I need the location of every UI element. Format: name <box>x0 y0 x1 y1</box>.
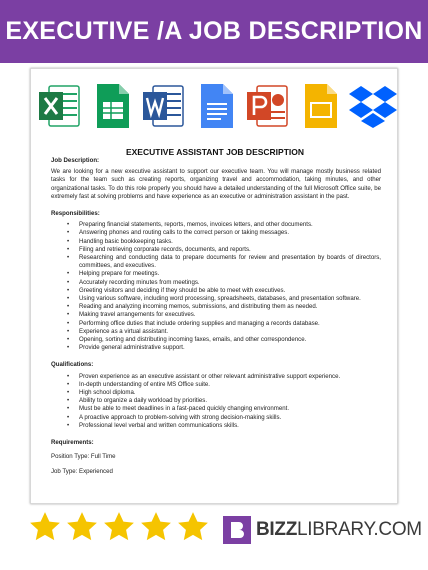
list-item: • Greeting visitors and deciding if they should be able to meet with executives. <box>73 287 381 295</box>
list-item: • Filing and retrieving corporate records, documents, and reports. <box>73 246 381 254</box>
document-title: EXECUTIVE ASSISTANT JOB DESCRIPTION <box>125 147 305 157</box>
responsibilities-heading: Responsibilities: <box>51 210 100 218</box>
app-icons-row <box>37 77 393 135</box>
list-item: • Accurately recording minutes from meetings. <box>73 279 381 287</box>
docs-icon <box>193 82 237 130</box>
list-item: • High school diploma. <box>73 389 381 397</box>
bizzlibrary-logo[interactable] <box>222 514 422 546</box>
excel-icon <box>37 82 81 130</box>
star-icon <box>102 510 136 544</box>
powerpoint-icon <box>245 82 289 130</box>
list-item: • A proactive approach to problem-solving with strong decision-making skills. <box>73 414 381 422</box>
list-item: • Helping prepare for meetings. <box>73 270 381 278</box>
list-item: • Answering phones and routing calls to the correct person or taking messages. <box>73 229 381 237</box>
list-item: • Reading and analyzing incoming memos, submissions, and distributing them as needed. <box>73 303 381 311</box>
slides-icon <box>297 82 341 130</box>
requirements-heading: Requirements: <box>51 439 94 447</box>
list-item: • Ability to organize a daily workload by priorities. <box>73 397 381 405</box>
star-icon <box>65 510 99 544</box>
list-item: • Using various software, including word processing, spreadsheets, databases, and presentation software. <box>73 295 381 303</box>
list-item: • Provide general administrative support. <box>73 344 381 352</box>
position-type: Position Type: Full Time <box>51 453 116 461</box>
document-body <box>51 157 381 476</box>
brand-name: BIZZLIBRARY.COM <box>256 519 422 540</box>
list-item: • Opening, sorting and distributing incoming faxes, emails, and other correspondence. <box>73 336 381 344</box>
dropbox-icon <box>349 82 393 130</box>
job-description-text: We are looking for a new executive assistant to support our executive team. You will manage mostly business related tasks for the team such as creating reports, organizing travel and accommodation, taking minutes, and other organizational tasks. To do this role properly you should have a detailed understanding of the full Microsoft Office suite, be extremely fast at solving problems and have experience as an executive or administration assistant in the past. <box>51 168 381 200</box>
document-preview[interactable] <box>30 68 398 504</box>
word-icon <box>141 82 185 130</box>
list-item: • Performing office duties that include ordering supplies and managing a records database. <box>73 320 381 328</box>
list-item: • Preparing financial statements, reports, memos, invoices letters, and other documents. <box>73 221 381 229</box>
star-icon <box>28 510 62 544</box>
star-icon <box>176 510 210 544</box>
list-item: • Experience as a virtual assistant. <box>73 328 381 336</box>
star-rating <box>28 510 210 544</box>
list-item: • Professional level verbal and written communications skills. <box>73 422 381 430</box>
sheets-icon <box>89 82 133 130</box>
bizzlibrary-icon <box>222 514 252 546</box>
job-description-heading: Job Description: <box>51 157 100 164</box>
header-banner <box>0 0 428 63</box>
list-item: • Handling basic bookkeeping tasks. <box>73 238 381 246</box>
qualifications-heading: Qualifications: <box>51 361 94 369</box>
list-item: • In-depth understanding of entire MS Office suite. <box>73 381 381 389</box>
qualifications-list <box>51 373 381 430</box>
job-type: Job Type: Experienced <box>51 467 113 475</box>
list-item: • Must be able to meet deadlines in a fast-paced quickly changing environment. <box>73 405 381 413</box>
page-title: EXECUTIVE /A JOB DESCRIPTION <box>5 17 423 45</box>
list-item: • Making travel arrangements for executives. <box>73 311 381 319</box>
list-item: • Proven experience as an executive assistant or other relevant administrative support experience. <box>73 373 381 381</box>
star-icon <box>139 510 173 544</box>
responsibilities-list <box>51 221 381 352</box>
list-item: • Researching and conducting data to prepare documents for review and presentation by boards of directors, committees, and executives. <box>73 254 381 270</box>
